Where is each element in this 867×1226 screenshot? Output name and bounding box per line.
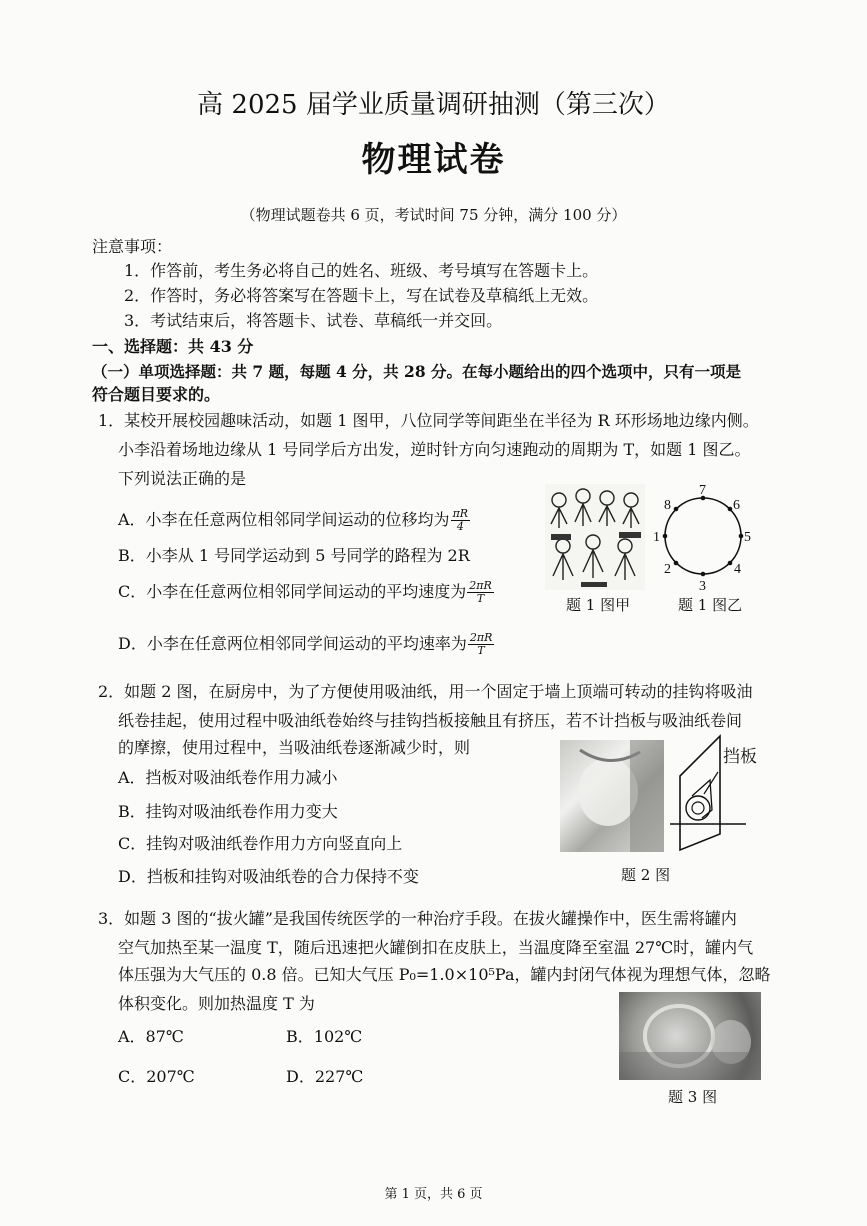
q3-option-b: B．102℃	[286, 1027, 363, 1046]
circle-label: 8	[664, 498, 671, 513]
q3-stem-line: 空气加热至某一温度 T，随后迅速把火罐倒扣在皮肤上，当温度降至室温 27℃时，罐内气	[118, 938, 754, 957]
q2-option-b: B．挂钩对吸油纸卷作用力变大	[118, 802, 338, 821]
q3-option-a: A．87℃	[118, 1027, 184, 1046]
q2-kitchen-photo	[560, 740, 664, 852]
fraction-numerator: 2πR	[469, 631, 493, 644]
fraction-numerator: 2πR	[469, 579, 492, 592]
section-subheading-cont: 符合题目要求的。	[92, 385, 221, 404]
q1-stem-line: 下列说法正确的是	[118, 469, 247, 488]
section-heading: 一、选择题：共 43 分	[92, 337, 254, 356]
circle-label: 2	[664, 562, 671, 577]
q1-figure-b-caption: 题 1 图乙	[678, 596, 743, 614]
q1-option-c-text: C．小李在任意两位相邻同学间运动的平均速度为	[118, 582, 467, 601]
q3-option-c: C．207℃	[118, 1067, 195, 1086]
subject-title: 物理试卷	[361, 140, 506, 180]
circle-label: 1	[653, 530, 660, 545]
q3-cupping-photo	[619, 992, 761, 1080]
q1-option-a	[118, 508, 470, 533]
q1-option-b: B．小李从 1 号同学运动到 5 号同学的路程为 2R	[118, 546, 470, 565]
q1-stem-line: 1．某校开展校园趣味活动，如题 1 图甲，八位同学等间距坐在半径为 R 环形场地边缘内侧。	[98, 411, 759, 430]
q3-stem-line: 3．如题 3 图的“拔火罐”是我国传统医学的一种治疗手段。在拔火罐操作中，医生需将罐内	[98, 909, 737, 928]
q3-stem-line: 体压强为大气压的 0.8 倍。已知大气压 P₀=1.0×10⁵Pa，罐内封闭气体视为理想气体，忽略	[118, 965, 771, 984]
circle-label: 4	[734, 562, 741, 577]
q3-figure-caption: 题 3 图	[668, 1088, 718, 1106]
circle-label: 3	[699, 579, 706, 592]
fraction	[451, 508, 471, 533]
q3-option-d: D．227℃	[286, 1067, 364, 1086]
fraction	[467, 580, 494, 605]
fraction-denominator: T	[476, 592, 485, 605]
q2-figure-caption: 题 2 图	[621, 866, 671, 884]
q1-figure-a-caption: 题 1 图甲	[566, 596, 631, 614]
note-item: 3．考试结束后，将答题卡、试卷、草稿纸一并交回。	[124, 311, 503, 330]
exam-title: 高 2025 届学业质量调研抽测（第三次）	[197, 90, 670, 120]
circle-label: 7	[699, 483, 706, 498]
q2-stem-line: 纸卷挂起，使用过程中吸油纸卷始终与挂钩挡板接触且有挤压，若不计挡板与吸油纸卷间	[118, 711, 743, 730]
q1-figure-circle-diagram	[648, 480, 758, 592]
note-item: 2．作答时，务必将答案写在答题卡上，写在试卷及草稿纸上无效。	[124, 286, 599, 305]
fraction-numerator: πR	[452, 507, 469, 520]
fraction-denominator: T	[477, 644, 485, 657]
page-footer: 第 1 页，共 6 页	[384, 1187, 483, 1202]
q2-stem-line: 2．如题 2 图，在厨房中，为了方便使用吸油纸，用一个固定于墙上顶端可转动的挂钩将吸油	[98, 682, 753, 701]
q1-stem-line: 小李沿着场地边缘从 1 号同学后方出发，逆时针方向匀速跑动的周期为 T，如题 1 图乙。	[118, 440, 751, 459]
notes-heading: 注意事项：	[92, 237, 173, 256]
circle-label: 5	[744, 530, 751, 545]
q1-option-d-text: D．小李在任意两位相邻同学间运动的平均速率为	[118, 634, 467, 653]
fraction	[468, 632, 495, 657]
q1-option-c	[118, 580, 494, 605]
q2-option-a: A．挡板对吸油纸卷作用力减小	[118, 768, 338, 787]
q2-stem-line: 的摩擦，使用过程中，当吸油纸卷逐渐减少时，则	[118, 738, 471, 757]
note-item: 1．作答前，考生务必将自己的姓名、班级、考号填写在答题卡上。	[124, 261, 599, 280]
q2-figure-label: 挡板	[723, 747, 757, 767]
fraction-denominator: 4	[456, 520, 464, 533]
exam-info: （物理试题卷共 6 页，考试时间 75 分钟，满分 100 分）	[240, 206, 627, 224]
q3-stem-line: 体积变化。则加热温度 T 为	[118, 994, 315, 1013]
q1-option-a-text: A．小李在任意两位相邻同学间运动的位移均为	[118, 510, 450, 529]
circle-label: 6	[733, 498, 740, 513]
section-subheading: （一）单项选择题：共 7 题，每题 4 分，共 28 分。在每小题给出的四个选项中，只有一项是	[92, 362, 742, 381]
q2-option-d: D．挡板和挂钩对吸油纸卷的合力保持不变	[118, 867, 419, 886]
q1-option-d	[118, 632, 494, 657]
q2-option-c: C．挂钩对吸油纸卷作用力方向竖直向上	[118, 834, 403, 853]
q1-figure-children-illustration	[545, 484, 645, 590]
